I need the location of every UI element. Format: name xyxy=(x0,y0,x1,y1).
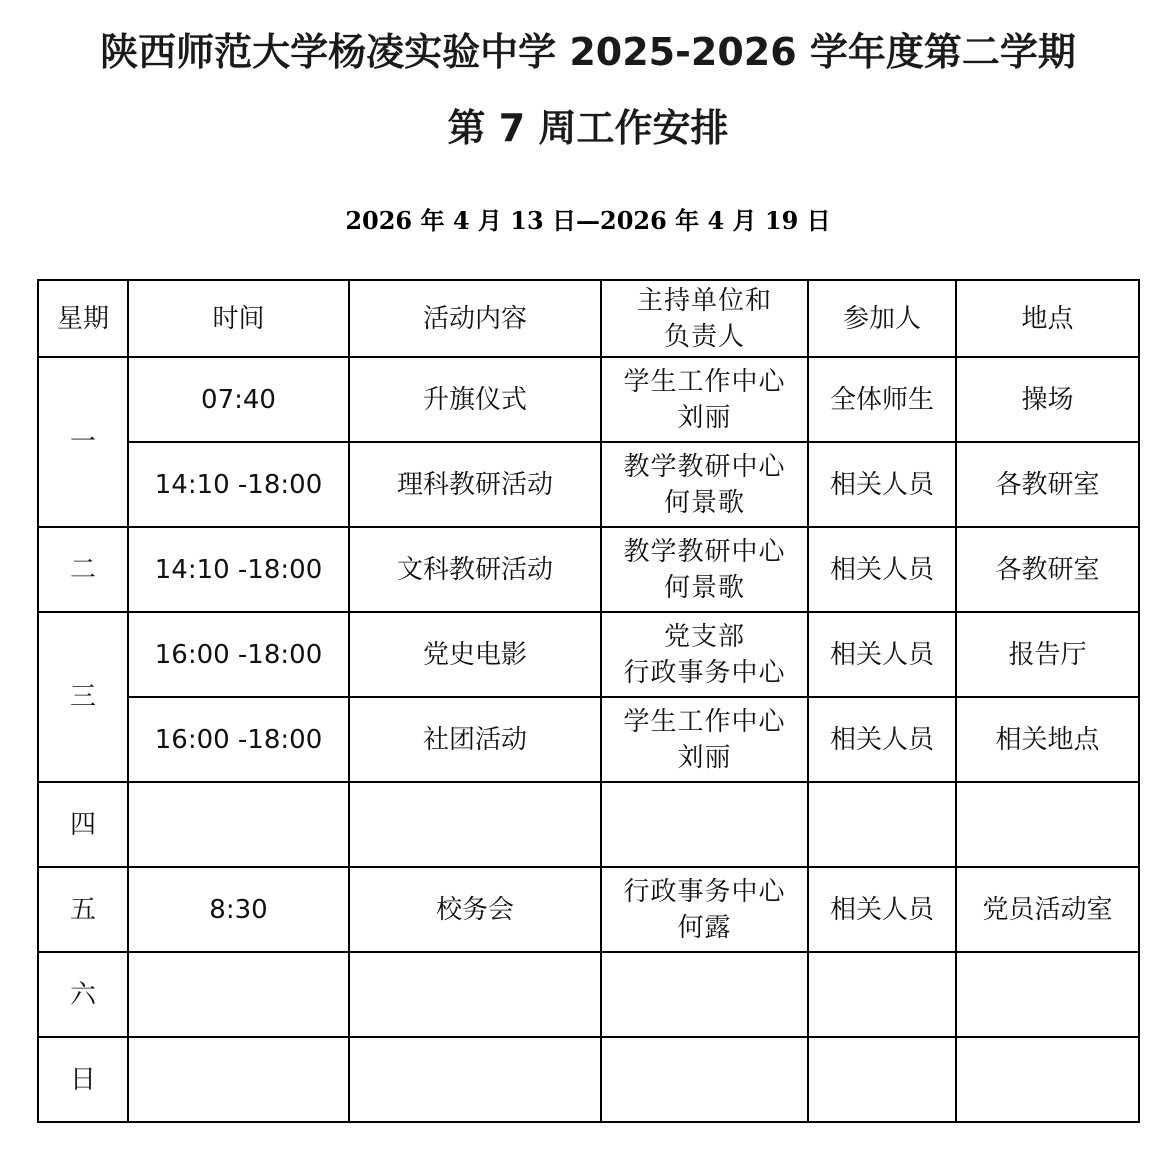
table-row xyxy=(38,1037,1139,1122)
location-cell: 党员活动室 xyxy=(956,867,1139,952)
header-participants: 参加人 xyxy=(808,280,956,357)
host-unit: 教学教研中心 xyxy=(623,451,786,482)
table-row xyxy=(38,357,1139,442)
host-person: 刘丽 xyxy=(677,402,732,433)
header-location: 地点 xyxy=(956,280,1139,357)
time-cell: 14:10 -18:00 xyxy=(128,527,349,612)
host-cell-empty xyxy=(601,952,808,1037)
location-cell-empty xyxy=(956,1037,1139,1122)
table-row xyxy=(38,697,1139,782)
host-person: 何景歌 xyxy=(663,487,745,518)
host-unit-secondary: 行政事务中心 xyxy=(623,657,786,688)
time-cell: 16:00 -18:00 xyxy=(128,697,349,782)
host-person: 刘丽 xyxy=(677,742,732,773)
activity-cell: 社团活动 xyxy=(349,697,601,782)
host-cell xyxy=(601,357,808,442)
day-cell-fri: 五 xyxy=(38,867,128,952)
location-cell-empty xyxy=(956,782,1139,867)
table-row xyxy=(38,442,1139,527)
host-unit: 党支部 xyxy=(663,621,745,652)
time-cell: 07:40 xyxy=(128,357,349,442)
host-cell-empty xyxy=(601,782,808,867)
header-activity: 活动内容 xyxy=(349,280,601,357)
day-cell-sun: 日 xyxy=(38,1037,128,1122)
host-cell-empty xyxy=(601,1037,808,1122)
location-cell: 各教研室 xyxy=(956,442,1139,527)
activity-cell-empty xyxy=(349,952,601,1037)
activity-cell: 党史电影 xyxy=(349,612,601,697)
host-unit: 行政事务中心 xyxy=(623,876,786,907)
activity-cell: 文科教研活动 xyxy=(349,527,601,612)
table-row xyxy=(38,612,1139,697)
header-host xyxy=(601,280,808,357)
document-title-line2: 第 7 周工作安排 xyxy=(447,106,729,150)
activity-cell: 升旗仪式 xyxy=(349,357,601,442)
host-unit: 学生工作中心 xyxy=(623,706,786,737)
header-time: 时间 xyxy=(128,280,349,357)
day-cell-tue: 二 xyxy=(38,527,128,612)
participants-cell: 相关人员 xyxy=(808,442,956,527)
activity-cell: 校务会 xyxy=(349,867,601,952)
day-cell-wed: 三 xyxy=(38,612,128,782)
activity-cell-empty xyxy=(349,782,601,867)
document-title-line1: 陕西师范大学杨凌实验中学 2025-2026 学年度第二学期 xyxy=(100,30,1076,74)
host-cell xyxy=(601,527,808,612)
header-weekday: 星期 xyxy=(38,280,128,357)
participants-cell: 相关人员 xyxy=(808,697,956,782)
header-host-line2: 负责人 xyxy=(663,321,745,352)
location-cell: 操场 xyxy=(956,357,1139,442)
participants-cell: 全体师生 xyxy=(808,357,956,442)
table-row xyxy=(38,952,1139,1037)
location-cell: 相关地点 xyxy=(956,697,1139,782)
header-host-line1: 主持单位和 xyxy=(636,285,772,316)
participants-cell: 相关人员 xyxy=(808,527,956,612)
table-row xyxy=(38,782,1139,867)
day-cell-thu: 四 xyxy=(38,782,128,867)
location-cell: 各教研室 xyxy=(956,527,1139,612)
host-cell xyxy=(601,867,808,952)
host-cell xyxy=(601,612,808,697)
host-person: 何景歌 xyxy=(663,572,745,603)
activity-cell-empty xyxy=(349,1037,601,1122)
host-cell xyxy=(601,442,808,527)
time-cell-empty xyxy=(128,952,349,1037)
activity-cell: 理科教研活动 xyxy=(349,442,601,527)
table-row xyxy=(38,527,1139,612)
host-unit: 学生工作中心 xyxy=(623,366,786,397)
day-cell-sat: 六 xyxy=(38,952,128,1037)
participants-cell-empty xyxy=(808,952,956,1037)
time-cell-empty xyxy=(128,782,349,867)
time-cell: 8:30 xyxy=(128,867,349,952)
host-person: 何露 xyxy=(677,912,732,943)
participants-cell-empty xyxy=(808,782,956,867)
day-cell-mon: 一 xyxy=(38,357,128,527)
table-row xyxy=(38,867,1139,952)
time-cell: 14:10 -18:00 xyxy=(128,442,349,527)
location-cell: 报告厅 xyxy=(956,612,1139,697)
participants-cell: 相关人员 xyxy=(808,612,956,697)
host-cell xyxy=(601,697,808,782)
time-cell: 16:00 -18:00 xyxy=(128,612,349,697)
host-unit: 教学教研中心 xyxy=(623,536,786,567)
participants-cell: 相关人员 xyxy=(808,867,956,952)
location-cell-empty xyxy=(956,952,1139,1037)
date-range: 2026 年 4 月 13 日—2026 年 4 月 19 日 xyxy=(345,206,831,235)
weekly-schedule-table xyxy=(37,279,1140,1123)
time-cell-empty xyxy=(128,1037,349,1122)
participants-cell-empty xyxy=(808,1037,956,1122)
table-header-row xyxy=(38,280,1139,357)
